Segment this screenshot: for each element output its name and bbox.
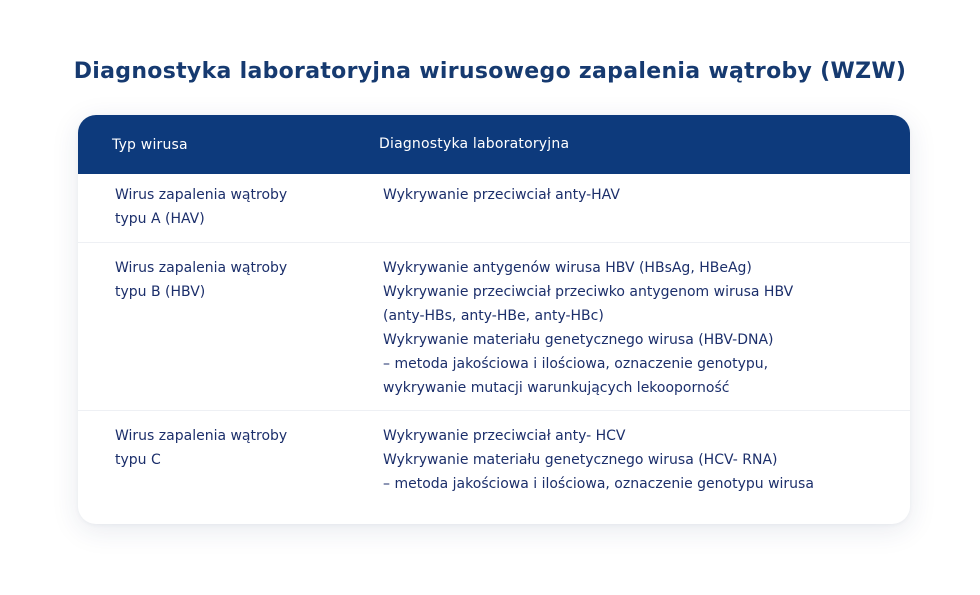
cell-text: Wykrywanie antygenów wirusa HBV (HBsAg, HBeAg) bbox=[383, 260, 752, 276]
cell-text: Wykrywanie przeciwciał anty- HCV bbox=[383, 428, 626, 444]
virus-type-cell bbox=[115, 183, 355, 231]
table-row bbox=[78, 174, 910, 243]
cell-text: – metoda jakościowa i ilościowa, oznaczenie genotypu, bbox=[383, 356, 769, 372]
cell-text: Wykrywanie przeciwciał anty-HAV bbox=[383, 187, 620, 203]
table-row bbox=[78, 411, 910, 524]
cell-text: Wykrywanie przeciwciał przeciwko antygenom wirusa HBV bbox=[383, 284, 794, 300]
cell-text: (anty-HBs, anty-HBe, anty-HBc) bbox=[383, 308, 604, 324]
diagnostics-cell bbox=[383, 424, 903, 496]
page-title: Diagnostyka laboratoryjna wirusowego zapalenia wątroby (WZW) bbox=[73, 58, 907, 84]
cell-text: Wirus zapalenia wątroby bbox=[115, 187, 288, 203]
table-row bbox=[78, 243, 910, 411]
cell-text: typu A (HAV) bbox=[115, 211, 205, 227]
cell-text: wykrywanie mutacji warunkujących lekooporność bbox=[383, 380, 730, 396]
cell-text: Wirus zapalenia wątroby bbox=[115, 428, 288, 444]
diagnostics-cell bbox=[383, 256, 903, 400]
column-header-virus-type: Typ wirusa bbox=[112, 137, 188, 153]
cell-text: Wirus zapalenia wątroby bbox=[115, 260, 288, 276]
cell-text: Wykrywanie materiału genetycznego wirusa (HBV-DNA) bbox=[383, 332, 774, 348]
cell-text: typu C bbox=[115, 452, 161, 468]
table-header bbox=[78, 115, 910, 174]
virus-type-cell bbox=[115, 256, 355, 304]
cell-text: Wykrywanie materiału genetycznego wirusa (HCV- RNA) bbox=[383, 452, 778, 468]
column-header-diagnostics: Diagnostyka laboratoryjna bbox=[379, 136, 570, 152]
diagnostics-table bbox=[78, 115, 910, 524]
cell-text: – metoda jakościowa i ilościowa, oznaczenie genotypu wirusa bbox=[383, 476, 814, 492]
cell-text: typu B (HBV) bbox=[115, 284, 206, 300]
diagnostics-cell bbox=[383, 183, 903, 207]
virus-type-cell bbox=[115, 424, 355, 472]
